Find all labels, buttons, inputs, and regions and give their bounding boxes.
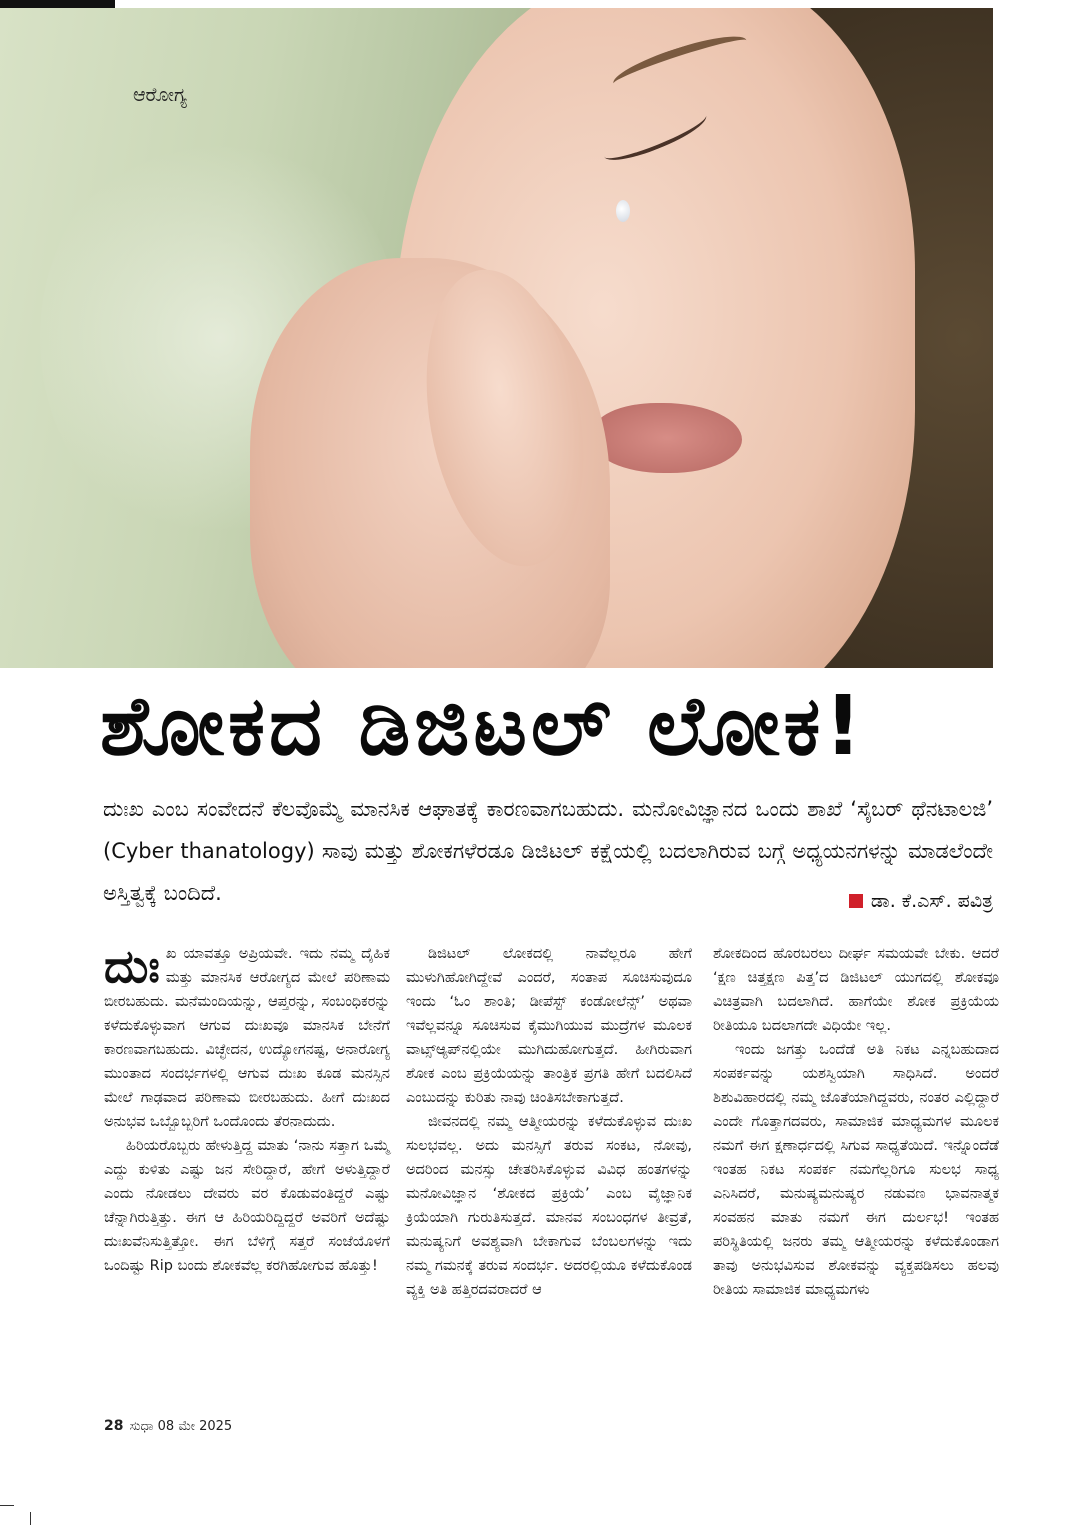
crop-mark [30, 1512, 31, 1525]
issue-info: ಸುಧಾ 08 ಮೇ 2025 [129, 1419, 233, 1434]
author-name: ಡಾ. ಕೆ.ಎಸ್. ಪವಿತ್ರ [870, 890, 993, 912]
page-footer [104, 1418, 232, 1434]
page-number: 28 [104, 1418, 124, 1434]
paragraph: ಜೀವನದಲ್ಲಿ ನಮ್ಮ ಆತ್ಮೀಯರನ್ನು ಕಳೆದುಕೊಳ್ಳುವ ದುಃಖ ಸುಲಭವಲ್ಲ. ಅದು ಮನಸ್ಸಿಗೆ ತರುವ ಸಂಕಟ, ನೋವು, ಅದರಿಂದ ಮನಸ್ಸು ಚೇತರಿಸಿಕೊಳ್ಳುವ ವಿವಿಧ ಹಂತಗಳನ್ನು ಮನೋವಿಜ್ಞಾನ ‘ಶೋಕದ ಪ್ರಕ್ರಿಯೆ’ ಎಂಬ ವೈಜ್ಞಾನಿಕ ಕ್ರಿಯೆಯಾಗಿ ಗುರುತಿಸುತ್ತದೆ. ಮಾನವ ಸಂಬಂಧಗಳ ತೀವ್ರತೆ, ಮನುಷ್ಯನಿಗೆ ಅವಶ್ಯವಾಗಿ ಬೇಕಾಗುವ ಬೆಂಬಲಗಳನ್ನು ಇದು ನಮ್ಮ ಗಮನಕ್ಕೆ ತರುವ ಸಂದರ್ಭ. ಅದರಲ್ಲಿಯೂ ಕಳೆದುಕೊಂಡ ವ್ಯಕ್ತಿ ಅತಿ ಹತ್ತಿರದವರಾದರೆ ಆ [406, 1114, 692, 1298]
tear-drop [616, 200, 630, 222]
paragraph: ಡಿಜಿಟಲ್ ಲೋಕದಲ್ಲಿ ನಾವೆಲ್ಲರೂ ಹೇಗೆ ಮುಳುಗಿಹೋಗಿದ್ದೇವೆ ಎಂದರೆ, ಸಂತಾಪ ಸೂಚಿಸುವುದೂ ಇಂದು ‘ಓಂ ಶಾಂತಿ; ಡೀಪೆಸ್ಟ್ ಕಂಡೋಲೆನ್ಸ್’ ಅಥವಾ ಇವೆಲ್ಲವನ್ನೂ ಸೂಚಿಸುವ ಕೈಮುಗಿಯುವ ಮುದ್ರೆಗಳ ಮೂಲಕ ವಾಟ್ಸ್ಆ್ಯಪ್‌ನಲ್ಲಿಯೇ ಮುಗಿದುಹೋಗುತ್ತದೆ. ಹೀಗಿರುವಾಗ ಶೋಕ ಎಂಬ ಪ್ರಕ್ರಿಯೆಯನ್ನು ತಾಂತ್ರಿಕ ಪ್ರಗತಿ ಹೇಗೆ ಬದಲಿಸಿದೆ ಎಂಬುದನ್ನು ಕುರಿತು ನಾವು ಚಿಂತಿಸಬೇಕಾಗುತ್ತದೆ. [406, 946, 692, 1106]
paragraph-text: ಖ ಯಾವತ್ತೂ ಅಪ್ರಿಯವೇ. ಇದು ನಮ್ಮ ದೈಹಿಕ ಮತ್ತು ಮಾನಸಿಕ ಆರೋಗ್ಯದ ಮೇಲೆ ಪರಿಣಾಮ ಬೀರಬಹುದು. ಮನೆಮಂದಿಯನ್ನು, ಆಪ್ತರನ್ನು, ಸಂಬಂಧಿಕರನ್ನು ಕಳೆದುಕೊಳ್ಳುವಾಗ ಆಗುವ ದುಃಖವೂ ಮಾನಸಿಕ ಬೇನೆಗೆ ಕಾರಣವಾಗಬಹುದು. ವಿಚ್ಛೇದನ, ಉದ್ಯೋಗನಷ್ಟ, ಅನಾರೋಗ್ಯ ಮುಂತಾದ ಸಂದರ್ಭಗಳಲ್ಲಿ ಆಗುವ ದುಃಖ ಕೂಡ ಮನಸ್ಸಿನ ಮೇಲೆ ಗಾಢವಾದ ಪರಿಣಾಮ ಬೀರಬಹುದು. ಹೀಗೆ ದುಃಖದ ಅನುಭವ ಒಬ್ಬೊಬ್ಬರಿಗೆ ಒಂದೊಂದು ತೆರನಾದುದು. [104, 946, 390, 1130]
paragraph: ಹಿರಿಯರೊಬ್ಬರು ಹೇಳುತ್ತಿದ್ದ ಮಾತು ‘ನಾನು ಸತ್ತಾಗ ಒಮ್ಮೆ ಎದ್ದು ಕುಳಿತು ಎಷ್ಟು ಜನ ಸೇರಿದ್ದಾರೆ, ಹೇಗೆ ಅಳುತ್ತಿದ್ದಾರೆ ಎಂದು ನೋಡಲು ದೇವರು ವರ ಕೊಡುವಂತಿದ್ದರೆ ಎಷ್ಟು ಚೆನ್ನಾಗಿರುತ್ತಿತ್ತು. ಈಗ ಆ ಹಿರಿಯರಿದ್ದಿದ್ದರೆ ಅವರಿಗೆ ಅದೆಷ್ಟು ದುಃಖವೆನಿಸುತ್ತಿತ್ತೋ. ಈಗ ಬೆಳಿಗ್ಗೆ ಸತ್ತರೆ ಸಂಜೆಯೊಳಗೆ ಒಂದಿಷ್ಟು Rip ಬಂದು ಶೋಕವೆಲ್ಲ ಕರಗಿಹೋಗುವ ಹೊತ್ತು! [104, 1138, 390, 1274]
drop-cap: ದುಃ [104, 939, 160, 993]
author-byline [849, 890, 993, 912]
section-label: ಆರೋಗ್ಯ [133, 84, 187, 106]
body-column-2 [406, 942, 692, 1302]
paragraph [104, 939, 390, 1134]
paragraph: ಶೋಕದಿಂದ ಹೊರಬರಲು ದೀರ್ಘ ಸಮಯವೇ ಬೇಕು. ಆದರೆ ‘ಕ್ಷಣ ಚಿತ್ತಕ್ಷಣ ಪಿತ್ತ’ದ ಡಿಜಿಟಲ್ ಯುಗದಲ್ಲಿ ಶೋಕವೂ ವಿಚಿತ್ರವಾಗಿ ಬದಲಾಗಿದೆ. ಹಾಗೆಯೇ ಶೋಕ ಪ್ರಕ್ರಿಯೆಯ ರೀತಿಯೂ ಬದಲಾಗದೇ ವಿಧಿಯೇ ಇಲ್ಲ. [713, 946, 999, 1034]
crop-mark [0, 1505, 14, 1506]
article-title: ಶೋಕದ ಡಿಜಿಟಲ್ ಲೋಕ! [100, 679, 866, 774]
body-column-1 [104, 939, 390, 1278]
hero-photo-crying-woman [0, 8, 993, 668]
paragraph: ಇಂದು ಜಗತ್ತು ಒಂದೆಡೆ ಅತಿ ನಿಕಟ ಎನ್ನಬಹುದಾದ ಸಂಪರ್ಕವನ್ನು ಯಶಸ್ವಿಯಾಗಿ ಸಾಧಿಸಿದೆ. ಅಂದರೆ ಶಿಶುವಿಹಾರದಲ್ಲಿ ನಮ್ಮ ಜೊತೆಯಾಗಿದ್ದವರು, ನಂತರ ಎಲ್ಲಿದ್ದಾರೆ ಎಂದೇ ಗೊತ್ತಾಗದವರು, ಸಾಮಾಜಿಕ ಮಾಧ್ಯಮಗಳ ಮೂಲಕ ನಮಗೆ ಈಗ ಕ್ಷಣಾರ್ಧದಲ್ಲಿ ಸಿಗುವ ಸಾಧ್ಯತೆಯಿದೆ. ಇನ್ನೊಂದೆಡೆ ಇಂತಹ ನಿಕಟ ಸಂಪರ್ಕ ನಮಗೆಲ್ಲರಿಗೂ ಸುಲಭ ಸಾಧ್ಯ ಎನಿಸಿದರೆ, ಮನುಷ್ಯಮನುಷ್ಯರ ನಡುವಣ ಭಾವನಾತ್ಮಕ ಸಂವಹನ ಮಾತು ನಮಗೆ ಈಗ ದುರ್ಲಭ! ಇಂತಹ ಪರಿಸ್ಥಿತಿಯಲ್ಲಿ ಜನರು ತಮ್ಮ ಆತ್ಮೀಯರನ್ನು ಕಳೆದುಕೊಂಡಾಗ ತಾವು ಅನುಭವಿಸುವ ಶೋಕವನ್ನು ವ್ಯಕ್ತಪಡಿಸಲು ಹಲವು ರೀತಿಯ ಸಾಮಾಜಿಕ ಮಾಧ್ಯಮಗಳು [713, 1042, 999, 1298]
body-column-3 [713, 942, 999, 1302]
article-intro: ದುಃಖ ಎಂಬ ಸಂವೇದನೆ ಕೆಲವೊಮ್ಮೆ ಮಾನಸಿಕ ಆಘಾತಕ್ಕೆ ಕಾರಣವಾಗಬಹುದು. ಮನೋವಿಜ್ಞಾನದ ಒಂದು ಶಾಖೆ ‘ಸೈಬರ್ ಥೆನಟಾಲಜಿ’ (Cyber thanatology) ಸಾವು ಮತ್ತು ಶೋಕಗಳೆರಡೂ ಡಿಜಿಟಲ್ ಕಕ್ಷೆಯಲ್ಲಿ ಬದಲಾಗಿರುವ ಬಗ್ಗೆ ಅಧ್ಯಯನಗಳನ್ನು ಮಾಡಲೆಂದೇ ಅಸ್ತಿತ್ವಕ್ಕೆ ಬಂದಿದೆ. [103, 797, 993, 905]
byline-square-icon [849, 894, 863, 908]
